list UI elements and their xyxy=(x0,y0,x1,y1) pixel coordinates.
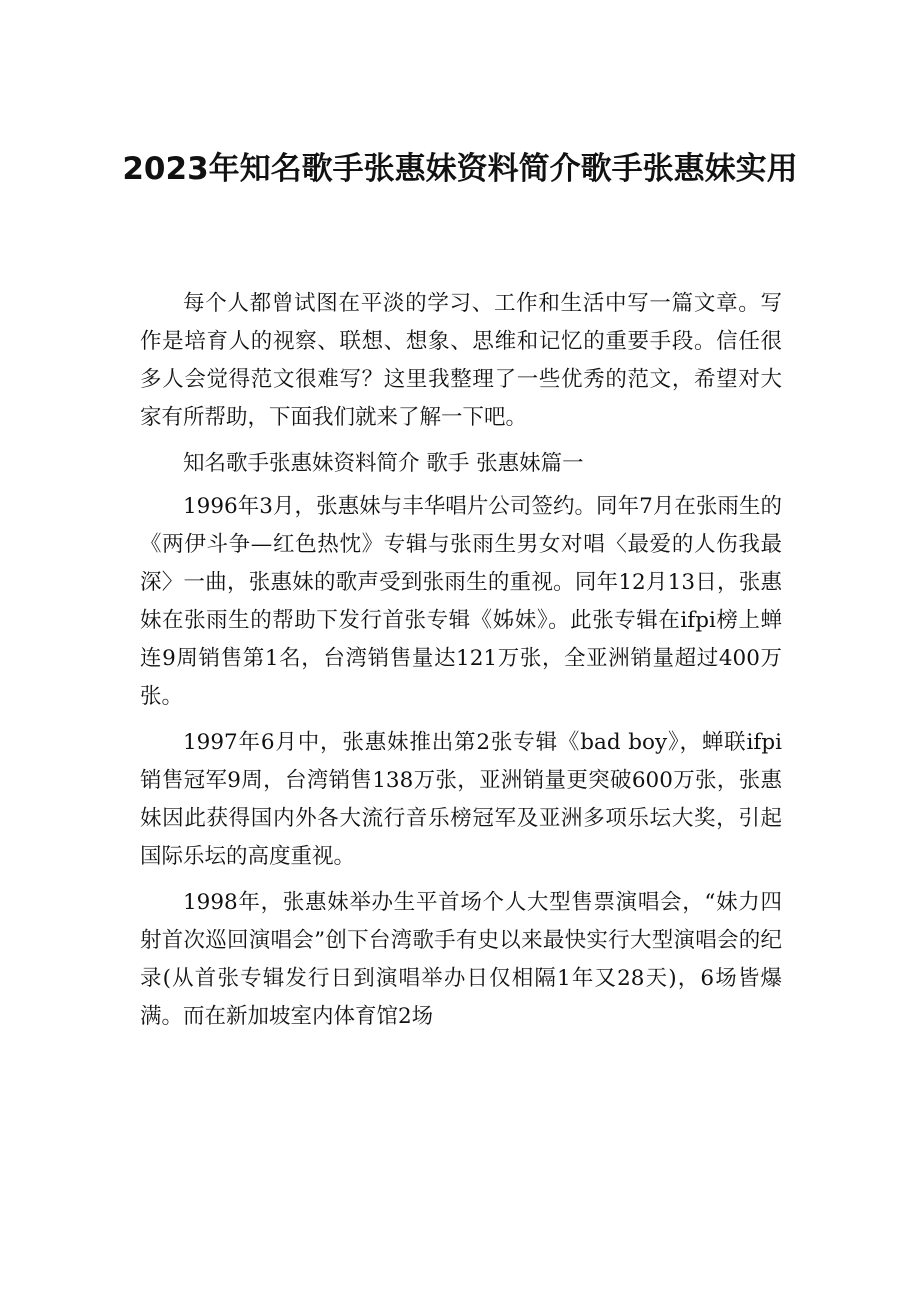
document-title: 2023年知名歌手张惠妹资料简介歌手张惠妹实用 xyxy=(122,151,798,187)
paragraph-1997: 1997年6月中，张惠妹推出第2张专辑《bad boy》，蝉联ifpi销售冠军9周，台湾销售138万张，亚洲销量更突破600万张，张惠妹因此获得国内外各大流行音乐榜冠军及亚洲多项乐坛大奖，引起国际乐坛的高度重视。 xyxy=(140,730,782,869)
intro-paragraph: 每个人都曾试图在平淡的学习、工作和生活中写一篇文章。写作是培育人的视察、联想、想象、思维和记忆的重要手段。信任很多人会觉得范文很难写？这里我整理了一些优秀的范文，希望对大家有所帮助，下面我们就来了解一下吧。 xyxy=(140,291,782,430)
document-body xyxy=(140,285,782,1044)
paragraph-1998: 1998年，张惠妹举办生平首场个人大型售票演唱会，“妹力四射首次巡回演唱会”创下台湾歌手有史以来最快实行大型演唱会的纪录(从首张专辑发行日到演唱举办日仅相隔1年又28天)，6场皆爆满。而在新加坡室内体育馆2场 xyxy=(140,890,782,1029)
section-heading: 知名歌手张惠妹资料简介 歌手 张惠妹篇一 xyxy=(183,451,584,476)
paragraph-1996: 1996年3月，张惠妹与丰华唱片公司签约。同年7月在张雨生的《两伊斗争—红色热忱》专辑与张雨生男女对唱〈最爱的人伤我最深〉一曲，张惠妹的歌声受到张雨生的重视。同年12月13日，张惠妹在张雨生的帮助下发行首张专辑《姊妹》。此张专辑在ifpi榜上蝉连9周销售第1名，台湾销售量达121万张，全亚洲销量超过400万张。 xyxy=(140,494,782,709)
